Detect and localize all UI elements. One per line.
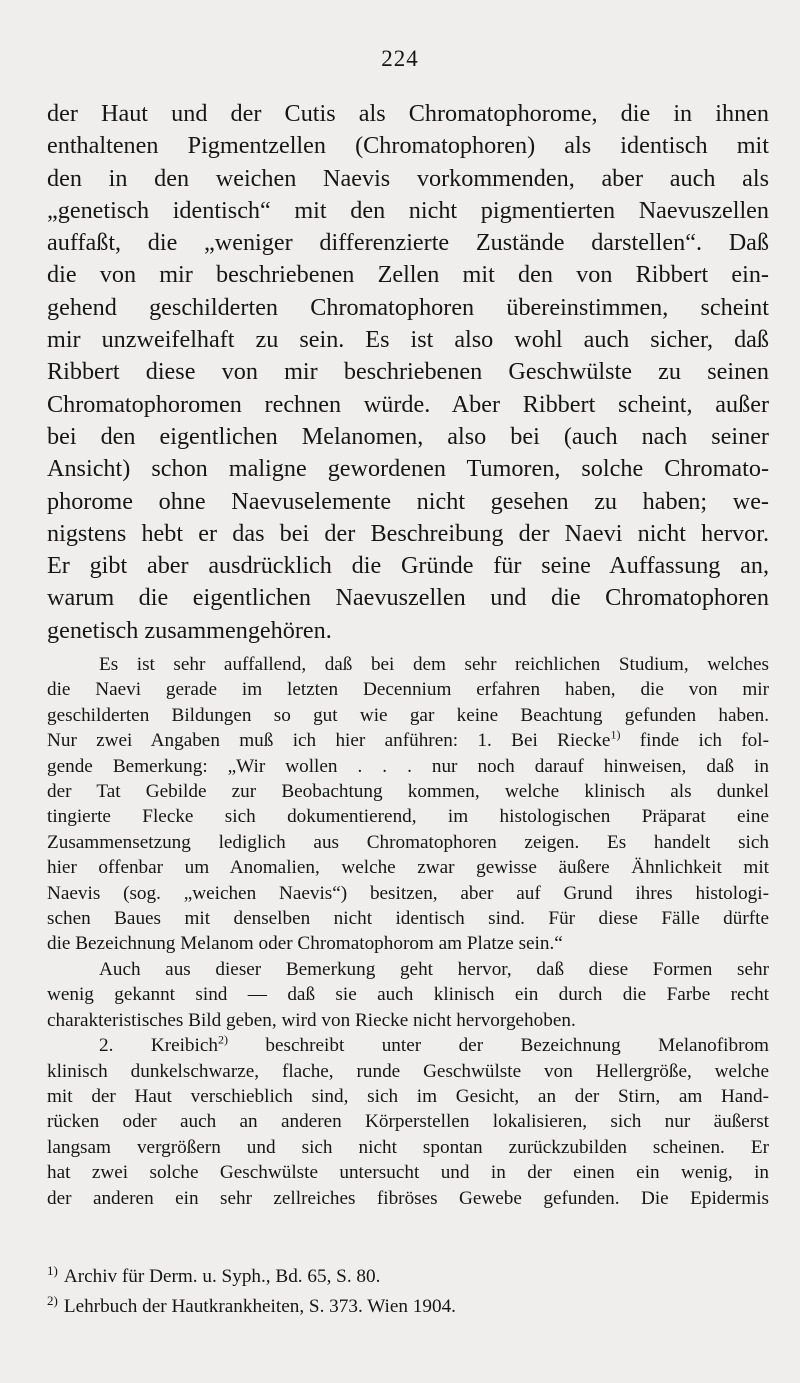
text-line: der Haut und der Cutis als Chromatophorome, die in ihnen [47,100,769,127]
footnote-2 [47,1292,769,1322]
text-line: charakteristisches Bild geben, wird von Riecke nicht hervorgehoben. [47,1009,576,1031]
text-line: den in den weichen Naevis vorkommenden, aber auch als [47,164,769,192]
text-line: gehend geschilderten Chromatophoren übereinstimmen, scheint [47,293,769,321]
text-line: Es ist sehr auffallend, daß bei dem sehr reichlichen Studium, welches [99,654,769,675]
small-print-section [47,652,769,1211]
text-line: langsam vergrößern und sich nicht spontan zurückzubilden scheinen. Er [47,1136,769,1158]
footnote-text: Lehrbuch der Hautkrankheiten, S. 373. Wien 1904. [63,1296,456,1317]
page-number: 224 [381,46,419,71]
main-paragraph [47,98,769,647]
text-line: enthaltenen Pigmentzellen (Chromatophoren) als identisch mit [47,132,769,160]
text-line: die Bezeichnung Melanom oder Chromatophorom am Platze sein.“ [47,933,563,955]
footnote-text: Archiv für Derm. u. Syph., Bd. 65, S. 80. [63,1266,381,1287]
text-line: der Tat Gebilde zur Beobachtung kommen, welche klinisch als dunkel [47,781,769,803]
text-line: Chromatophoromen rechnen würde. Aber Ribbert scheint, außer [47,390,769,418]
footnote-mark: 2) [47,1292,58,1308]
footnotes [47,1262,769,1322]
footnote-1 [47,1262,769,1292]
text-line: warum die eigentlichen Naevuszellen und die Chromatophoren [47,584,769,612]
text-line: „genetisch identisch“ mit den nicht pigmentierten Naevuszellen [47,196,769,224]
text-line: wenig gekannt sind — daß sie auch klinisch ein durch die Farbe recht [47,984,769,1006]
text-line: schen Baues mit denselben nicht identisch sind. Für diese Fälle dürfte [47,908,769,930]
text-segment: beschreibt unter der Bezeichnung Melanofibrom [265,1035,769,1057]
text-line: auffaßt, die „weniger differenzierte Zustände darstellen“. Daß [47,229,769,257]
small-paragraph-2 [47,957,769,1033]
small-paragraph-3 [47,1033,769,1211]
text-line: Naevis (sog. „weichen Naevis“) besitzen, aber auf Grund ihres histologi- [47,882,769,904]
text-line: geschilderten Bildungen so gut wie gar keine Beachtung gefunden haben. [47,704,769,726]
text-line: hier offenbar um Anomalien, welche zwar gewisse äußere Ähnlichkeit mit [47,857,769,879]
text-line: mit der Haut verschieblich sind, sich im Gesicht, an der Stirn, am Hand- [47,1085,769,1107]
text-line: Er gibt aber ausdrücklich die Gründe für seine Auffassung an, [47,552,769,580]
footnote-mark: 1) [47,1262,58,1278]
text-line: mir unzweifelhaft zu sein. Es ist also wohl auch sicher, daß [47,326,769,354]
text-line: die von mir beschriebenen Zellen mit den von Ribbert ein- [47,261,769,289]
text-line: genetisch zusammengehören. [47,616,332,644]
text-segment: 2. Kreibich [99,1035,218,1057]
footnote-ref-2[interactable]: 2) [217,1032,228,1047]
text-line: klinisch dunkelschwarze, flache, runde Geschwülste von Hellergröße, welche [47,1060,769,1082]
text-line: phorome ohne Naevuselemente nicht gesehen zu haben; we- [47,487,769,515]
text-line: bei den eigentlichen Melanomen, also bei (auch nach seiner [47,422,769,450]
small-paragraph-1 [47,652,769,957]
text-line: gende Bemerkung: „Wir wollen . . . nur noch darauf hinweisen, daß in [47,755,769,777]
text-segment: Nur zwei Angaben muß ich hier anführen: 1. Bei Riecke [47,730,611,752]
text-line: Ansicht) schon maligne gewordenen Tumoren, solche Chromato- [47,455,769,483]
footnote-ref-1[interactable]: 1) [610,727,621,742]
text-line-with-footnote [47,728,769,753]
text-line: Zusammensetzung lediglich aus Chromatophoren zeigen. Es handelt sich [47,831,769,853]
text-line: rücken oder auch an anderen Körperstellen lokalisieren, sich nur äußerst [47,1111,769,1133]
text-line: Auch aus dieser Bemerkung geht hervor, daß diese Formen sehr [99,958,769,980]
text-line: nigstens hebt er das bei der Beschreibung der Naevi nicht hervor. [47,519,769,547]
text-line: Ribbert diese von mir beschriebenen Geschwülste zu seinen [47,358,769,386]
text-line: die Naevi gerade im letzten Decennium erfahren haben, die von mir [47,679,769,701]
text-line-with-footnote [47,1033,769,1058]
text-line: der anderen ein sehr zellreiches fibröses Gewebe gefunden. Die Epidermis [47,1187,769,1209]
text-segment: finde ich fol- [639,730,769,752]
text-line: hat zwei solche Geschwülste untersucht und in der einen ein wenig, in [47,1162,769,1184]
text-line: tingierte Flecke sich dokumentierend, im histologischen Präparat eine [47,806,769,828]
